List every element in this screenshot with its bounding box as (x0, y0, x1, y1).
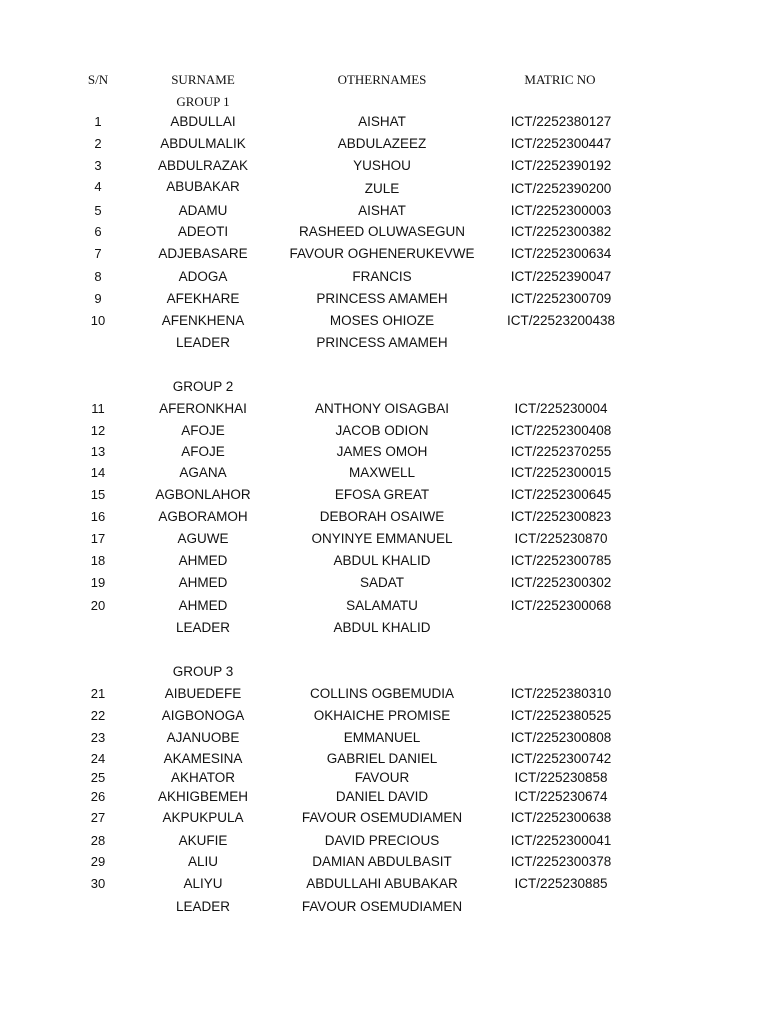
othernames-cell: YUSHOU (353, 158, 411, 173)
table-row (0, 876, 768, 894)
matric-cell: ICT/225230870 (514, 531, 608, 546)
table-row (0, 179, 768, 197)
othernames-cell: EMMANUEL (343, 730, 421, 745)
surname-cell: AHMED (178, 553, 228, 568)
table-row (0, 531, 768, 549)
table-row (0, 158, 768, 176)
othernames-cell: ANTHONY OISAGBAI (314, 401, 450, 416)
othernames-cell: EFOSA GREAT (334, 487, 430, 502)
othernames-cell: FAVOUR (354, 770, 410, 785)
matric-cell: ICT/2252300785 (510, 553, 612, 568)
matric-cell: ICT/2252390047 (510, 269, 612, 284)
sn-cell: 11 (91, 401, 105, 416)
matric-cell: ICT/2252390192 (510, 158, 612, 173)
surname-cell: ADAMU (178, 203, 228, 218)
surname-cell: AKHIGBEMEH (157, 789, 249, 804)
surname-cell: AFENKHENA (161, 313, 245, 328)
matric-cell: ICT/2252300408 (510, 423, 612, 438)
sn-cell: 14 (90, 465, 106, 480)
matric-cell: ICT/22523200438 (506, 313, 616, 328)
matric-cell: ICT/225230885 (514, 876, 608, 891)
othernames-cell: DANIEL DAVID (335, 789, 429, 804)
sn-cell: 24 (90, 751, 106, 766)
sn-cell: 22 (90, 708, 106, 723)
othernames-cell: JACOB ODION (335, 423, 429, 438)
matric-cell: ICT/2252380127 (510, 114, 612, 129)
header-sn: S/N (87, 72, 109, 87)
matric-cell: ICT/2252300302 (510, 575, 612, 590)
matric-cell: ICT/2252300742 (510, 751, 612, 766)
surname-cell: AIGBONOGA (161, 708, 245, 723)
table-row (0, 313, 768, 331)
header-matric: MATRIC NO (524, 72, 596, 87)
surname-cell: AKAMESINA (163, 751, 243, 766)
othernames-cell: AISHAT (358, 203, 406, 218)
surname-cell: AGBONLAHOR (155, 487, 251, 502)
table-row (0, 751, 768, 769)
matric-cell: ICT/225230858 (514, 770, 608, 785)
othernames-cell: FAVOUR OGHENERUKEVWE (289, 246, 475, 261)
group-title: GROUP 1 (176, 94, 230, 109)
othernames-cell: ABDULAZEEZ (337, 136, 427, 151)
othernames-cell: ZULE (364, 181, 400, 196)
othernames-cell: RASHEED OLUWASEGUN (298, 224, 466, 239)
matric-cell: ICT/2252300808 (510, 730, 612, 745)
matric-cell: ICT/225230004 (514, 401, 608, 416)
surname-cell: AFOJE (181, 444, 225, 459)
table-row (0, 444, 768, 462)
table-row (0, 575, 768, 593)
table-row (0, 810, 768, 828)
sn-cell: 13 (90, 444, 106, 459)
matric-cell: ICT/2252380310 (510, 686, 612, 701)
othernames-cell: SADAT (359, 575, 404, 590)
sn-cell: 15 (90, 487, 106, 502)
matric-cell: ICT/2252300638 (510, 810, 612, 825)
surname-cell: AKUFIE (178, 833, 228, 848)
leader-name: FAVOUR OSEMUDIAMEN (301, 899, 463, 914)
matric-cell: ICT/2252300447 (510, 136, 612, 151)
othernames-cell: MAXWELL (348, 465, 416, 480)
surname-cell: AGBORAMOH (158, 509, 248, 524)
surname-cell: ABDULLAI (170, 114, 236, 129)
surname-cell: ADOGA (178, 269, 228, 284)
matric-cell: ICT/2252300015 (510, 465, 612, 480)
surname-cell: AJANUOBE (166, 730, 240, 745)
table-row (0, 203, 768, 221)
othernames-cell: JAMES OMOH (336, 444, 428, 459)
sn-cell: 23 (90, 730, 106, 745)
othernames-cell: SALAMATU (346, 598, 418, 613)
surname-cell: ALIU (187, 854, 218, 869)
matric-cell: ICT/2252380525 (510, 708, 612, 723)
othernames-cell: OKHAICHE PROMISE (313, 708, 451, 723)
othernames-cell: MOSES OHIOZE (329, 313, 435, 328)
sn-cell: 12 (90, 423, 106, 438)
sn-cell: 5 (94, 203, 102, 218)
sn-cell: 16 (90, 509, 106, 524)
surname-cell: AKPUKPULA (162, 810, 244, 825)
matric-cell: ICT/2252300378 (510, 854, 612, 869)
table-row (0, 246, 768, 264)
sn-cell: 27 (90, 810, 106, 825)
sn-cell: 20 (90, 598, 106, 613)
surname-cell: ABDULRAZAK (157, 158, 249, 173)
table-row (0, 291, 768, 309)
table-row (0, 789, 768, 807)
sn-cell: 25 (90, 770, 106, 785)
leader-label: LEADER (175, 335, 231, 350)
surname-cell: ABUBAKAR (166, 179, 240, 194)
surname-cell: AFEKHARE (166, 291, 240, 306)
sn-cell: 18 (90, 553, 106, 568)
othernames-cell: FAVOUR OSEMUDIAMEN (301, 810, 463, 825)
sn-cell: 4 (94, 179, 102, 194)
table-row (0, 465, 768, 483)
table-row (0, 770, 768, 788)
sn-cell: 10 (90, 313, 106, 328)
othernames-cell: ABDUL KHALID (333, 553, 431, 568)
sn-cell: 6 (94, 224, 102, 239)
table-row (0, 401, 768, 419)
surname-cell: AKHATOR (170, 770, 235, 785)
surname-cell: AGANA (179, 465, 227, 480)
sn-cell: 8 (94, 269, 102, 284)
matric-cell: ICT/225230674 (514, 789, 608, 804)
table-row (0, 423, 768, 441)
sn-cell: 19 (90, 575, 106, 590)
matric-cell: ICT/2252370255 (510, 444, 612, 459)
matric-cell: ICT/2252300041 (510, 833, 612, 848)
matric-cell: ICT/2252300709 (510, 291, 612, 306)
matric-cell: ICT/2252300003 (510, 203, 612, 218)
othernames-cell: FRANCIS (352, 269, 412, 284)
othernames-cell: DAMIAN ABDULBASIT (312, 854, 452, 869)
sn-cell: 30 (90, 876, 106, 891)
othernames-cell: COLLINS OGBEMUDIA (309, 686, 455, 701)
surname-cell: AIBUEDEFE (164, 686, 242, 701)
leader-label: LEADER (175, 620, 231, 635)
surname-cell: ABDULMALIK (160, 136, 246, 151)
leader-label: LEADER (175, 899, 231, 914)
table-row (0, 487, 768, 505)
table-row (0, 509, 768, 527)
group-title: GROUP 3 (172, 664, 234, 679)
table-row (0, 686, 768, 704)
table-row (0, 553, 768, 571)
othernames-cell: ABDULLAHI ABUBAKAR (306, 876, 458, 891)
othernames-cell: ONYINYE EMMANUEL (311, 531, 453, 546)
table-row (0, 136, 768, 154)
othernames-cell: DEBORAH OSAIWE (319, 509, 445, 524)
table-row (0, 114, 768, 132)
sn-cell: 28 (90, 833, 106, 848)
table-row (0, 730, 768, 748)
surname-cell: AFOJE (181, 423, 225, 438)
matric-cell: ICT/2252300634 (510, 246, 612, 261)
matric-cell: ICT/2252390200 (510, 181, 612, 196)
sn-cell: 29 (90, 854, 106, 869)
sn-cell: 7 (94, 246, 102, 261)
leader-row (0, 899, 768, 917)
header-surname: SURNAME (171, 72, 235, 87)
matric-cell: ICT/2252300382 (510, 224, 612, 239)
othernames-cell: AISHAT (358, 114, 406, 129)
table-row (0, 833, 768, 851)
table-row (0, 269, 768, 287)
sn-cell: 21 (90, 686, 106, 701)
leader-name: ABDUL KHALID (333, 620, 431, 635)
surname-cell: AHMED (178, 575, 228, 590)
table-row (0, 708, 768, 726)
matric-cell: ICT/2252300068 (510, 598, 612, 613)
leader-row (0, 620, 768, 638)
leader-row (0, 335, 768, 353)
sn-cell: 2 (94, 136, 102, 151)
leader-name: PRINCESS AMAMEH (316, 335, 448, 350)
surname-cell: AFERONKHAI (159, 401, 247, 416)
othernames-cell: DAVID PRECIOUS (324, 833, 440, 848)
sn-cell: 9 (94, 291, 102, 306)
sn-cell: 26 (90, 789, 106, 804)
surname-cell: ALIYU (183, 876, 223, 891)
surname-cell: AHMED (178, 598, 228, 613)
othernames-cell: GABRIEL DANIEL (326, 751, 438, 766)
table-row (0, 598, 768, 616)
sn-cell: 3 (94, 158, 102, 173)
matric-cell: ICT/2252300645 (510, 487, 612, 502)
table-row (0, 224, 768, 242)
sn-cell: 1 (94, 114, 102, 129)
surname-cell: ADJEBASARE (158, 246, 248, 261)
header-othernames: OTHERNAMES (337, 72, 427, 87)
surname-cell: AGUWE (177, 531, 229, 546)
othernames-cell: PRINCESS AMAMEH (316, 291, 448, 306)
matric-cell: ICT/2252300823 (510, 509, 612, 524)
surname-cell: ADEOTI (177, 224, 229, 239)
group-title: GROUP 2 (172, 379, 234, 394)
sn-cell: 17 (90, 531, 106, 546)
table-row (0, 854, 768, 872)
